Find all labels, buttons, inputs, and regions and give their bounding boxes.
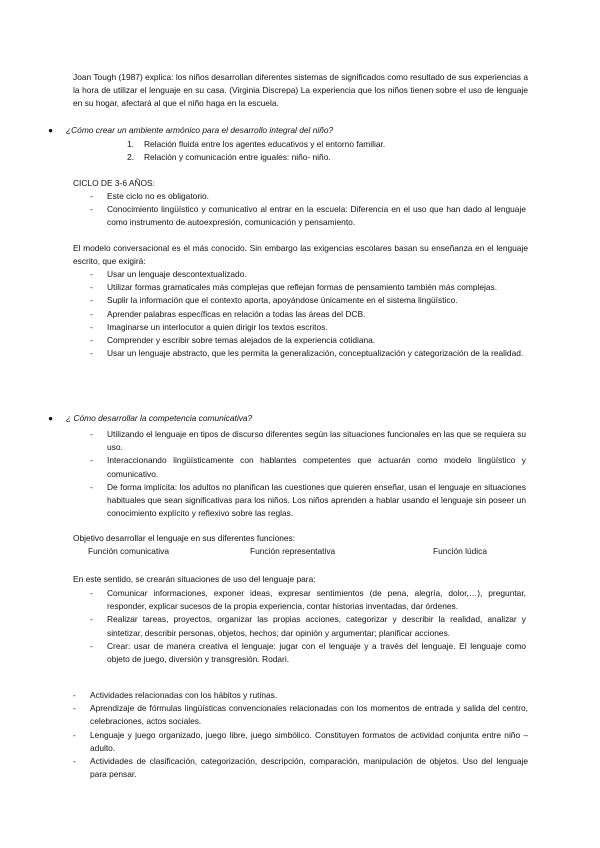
funcion-ludica: Función lúdica xyxy=(433,546,488,556)
ciclo-list xyxy=(90,190,526,230)
question-2-heading xyxy=(48,412,528,425)
list-item: - Usar un lenguaje descontextualizado. xyxy=(90,268,526,281)
list-item: - Aprendizaje de fórmulas lingüísticas convencionales relacionadas con los momentos de entrada y salida del centro, celebraciones, actos sociales. xyxy=(73,702,528,728)
list-item: - Aprender palabras específicas en relación a todas las áreas del DCB. xyxy=(90,308,526,321)
funciones-row xyxy=(88,545,508,558)
list-item: - Conocimiento lingüístico y comunicativo al entrar en la escuela: Diferencia en el uso que han dado al lenguaje como instrumento de autoexpresión, comunicación y pensamiento. xyxy=(90,203,526,229)
question-1-title: ¿Cómo crear un ambiente armónico para el desarrollo integral del niño? xyxy=(66,125,334,135)
list-item: - Utilizando el lenguaje en tipos de discurso diferentes según las situaciones funcionales en las que se requiera su uso. xyxy=(90,428,526,454)
list-item: - Suplir la información que el contexto aporta, apoyándose únicamente en el sistema lingüístico. xyxy=(90,294,526,307)
list-item: - Actividades de clasificación, categorización, descripción, comparación, manipulación de objetos. Uso del lenguaje para pensar. xyxy=(73,755,528,781)
list-item: - Crear: usar de manera creativa el lenguaje: jugar con el lenguaje y a través del lenguaje. El lenguaje como objeto de juego, diversión y transgresión. Rodari. xyxy=(90,640,526,666)
question-1-heading xyxy=(48,124,528,137)
list-item: - Interaccionando lingüísticamente con hablantes competentes que actuarán como modelo lingüístico y comunicativo. xyxy=(90,454,526,480)
funcion-comunicativa: Función comunicativa xyxy=(88,546,169,556)
sentido-list xyxy=(90,587,526,666)
question-2-title: ¿ Cómo desarrollar la competencia comunicativa? xyxy=(66,413,253,423)
numbered-list xyxy=(127,138,507,164)
list-item: - Actividades relacionadas con los hábitos y rutinas. xyxy=(73,689,528,702)
competencia-list xyxy=(90,428,526,520)
list-item: - Comunicar informaciones, exponer ideas, expresar sentimientos (de pena, alegría, dolor,…), preguntar, responder, explicar sucesos de la propia experiencia, contar historias inventadas, dar órdenes. xyxy=(90,587,526,613)
intro-paragraph: Joan Tough (1987) explica: los niños desarrollan diferentes sistemas de significados como resultado de sus experiencias a la hora de utilizar el lenguaje en su casa. (Virginia Discrepa) La experiencia que los niños tienen sobre el uso de lenguaje en su hogar, afectará al que el niño haga en la escuela. xyxy=(73,72,528,109)
list-item: - Utilizar formas gramaticales más complejas que reflejan formas de pensamiento también más complejas. xyxy=(90,281,526,294)
list-item: - Comprender y escribir sobre temas alejados de la experiencia cotidiana. xyxy=(90,334,526,347)
actividades-list xyxy=(73,689,528,781)
modelo-paragraph: El modelo conversacional es el más conocido. Sin embargo las exigencias escolares basan su enseñanza en el lenguaje escrito, que exigirá: xyxy=(73,243,528,267)
bullet-icon: ● xyxy=(48,413,54,423)
ciclo-title: CICLO DE 3-6 AÑOS: xyxy=(73,178,155,188)
modelo-list xyxy=(90,268,526,360)
funcion-representativa: Función representativa xyxy=(250,546,336,556)
list-item: - Lenguaje y juego organizado, juego libre, juego simbólico. Constituyen formatos de actividad conjunta entre niño – adulto. xyxy=(73,729,528,755)
objetivo-title: Objetivo desarrollar el lenguaje en sus diferentes funciones: xyxy=(73,533,296,543)
list-item: - Realizar tareas, proyectos, organizar las propias acciones, categorizar y describir la realidad, analizar y sintetizar, describir personas, objetos, hechos; dar opinión y argumentar; planificar acciones. xyxy=(90,613,526,639)
list-item: - De forma implícita: los adultos no planifican las cuestiones que quieren enseñar, usan el lenguaje en situaciones habituales que sean significativas para los niños. Los niños aprenden a hablar usando el lenguaje sin poseer un conocimiento explícito y reflexivo sobre las reglas. xyxy=(90,481,526,521)
bullet-icon: ● xyxy=(48,125,54,135)
list-item: - Este ciclo no es obligatorio. xyxy=(90,190,526,203)
sentido-paragraph: En este sentido, se crearán situaciones de uso del lenguaje para: xyxy=(73,574,316,584)
list-item: - Usar un lenguaje abstracto, que les permita la generalización, conceptualización y categorización de la realidad. xyxy=(90,347,526,360)
list-item: - Imaginarse un interlocutor a quien dirigir los textos escritos. xyxy=(90,321,526,334)
list-item: 1. Relación fluida entre los agentes educativos y el entorno familiar. xyxy=(127,139,386,149)
list-item: 2. Relación y comunicación entre iguales: niño- niño. xyxy=(127,152,331,163)
